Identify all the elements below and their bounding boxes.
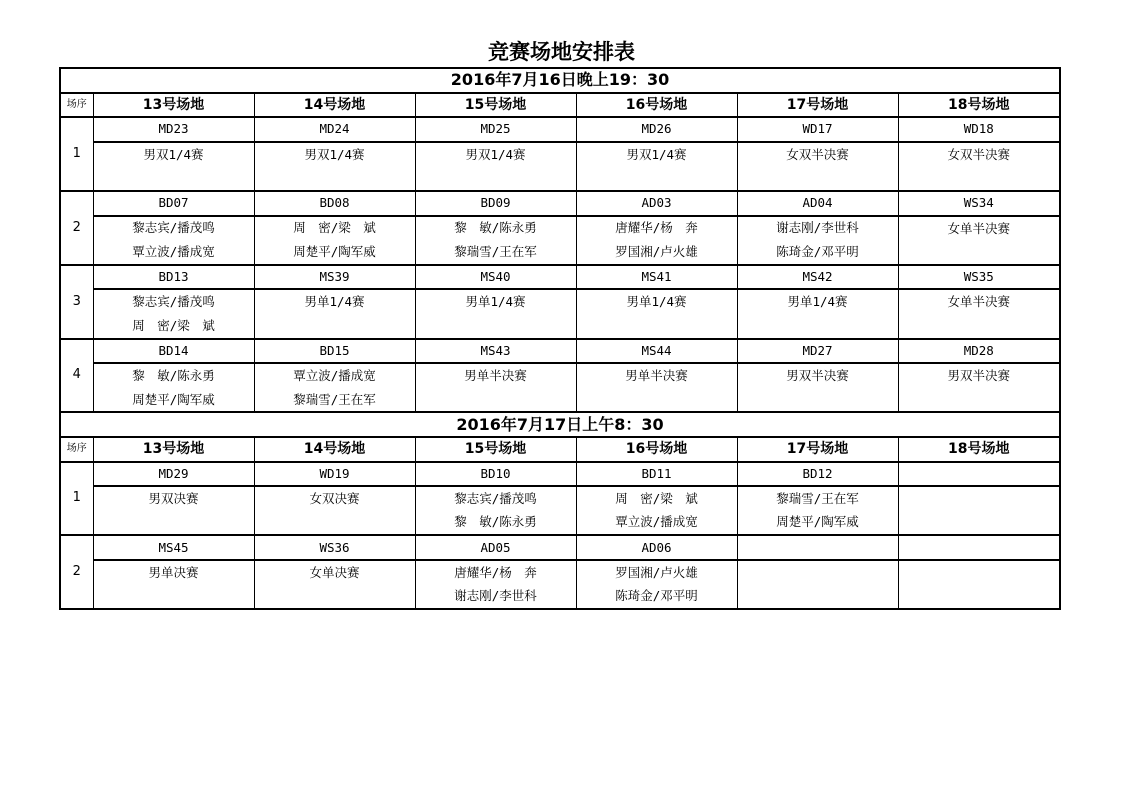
match-team: 周 密/梁 斌	[93, 314, 254, 339]
match-team: 黎 敏/陈永勇	[415, 511, 576, 536]
match-team: 黎志宾/播茂鸣	[415, 486, 576, 511]
round-code-row	[60, 535, 1060, 560]
order-column-label: 场序	[60, 93, 93, 118]
match-event: 女单决赛	[254, 560, 415, 609]
match-event: 女双半决赛	[898, 142, 1060, 191]
venue-header: 18号场地	[898, 437, 1060, 462]
match-code: WS35	[898, 265, 1060, 290]
round-code-row	[60, 462, 1060, 487]
round-order: 1	[60, 462, 93, 536]
match-code: AD05	[415, 535, 576, 560]
match-team: 唐耀华/杨 奔	[415, 560, 576, 585]
match-code: MD28	[898, 339, 1060, 364]
match-code: MS41	[576, 265, 737, 290]
match-event: 男单半决赛	[576, 363, 737, 412]
match-event	[898, 560, 1060, 609]
venue-header: 13号场地	[93, 437, 254, 462]
venue-header: 17号场地	[737, 437, 898, 462]
match-team: 周楚平/陶军威	[254, 240, 415, 265]
match-code: MS40	[415, 265, 576, 290]
match-code: BD13	[93, 265, 254, 290]
match-event	[737, 560, 898, 609]
match-event: 女双决赛	[254, 486, 415, 535]
venue-header: 18号场地	[898, 93, 1060, 118]
match-code: BD08	[254, 191, 415, 216]
match-team: 谢志刚/李世科	[737, 216, 898, 241]
match-code: MD27	[737, 339, 898, 364]
match-team: 罗国湘/卢火雄	[576, 560, 737, 585]
round-detail-row	[60, 486, 1060, 511]
match-code: BD09	[415, 191, 576, 216]
match-code: AD03	[576, 191, 737, 216]
round-code-row	[60, 117, 1060, 142]
match-code: BD12	[737, 462, 898, 487]
match-code: AD04	[737, 191, 898, 216]
match-code: WD17	[737, 117, 898, 142]
match-event: 男双半决赛	[737, 363, 898, 412]
match-code: MS39	[254, 265, 415, 290]
match-event: 女单半决赛	[898, 216, 1060, 265]
schedule-table	[59, 67, 1061, 610]
match-code: MD24	[254, 117, 415, 142]
match-code: MD29	[93, 462, 254, 487]
match-code: WS36	[254, 535, 415, 560]
match-team: 唐耀华/杨 奔	[576, 216, 737, 241]
match-team: 罗国湘/卢火雄	[576, 240, 737, 265]
match-code: BD10	[415, 462, 576, 487]
match-team: 覃立波/播成宽	[93, 240, 254, 265]
venue-header: 16号场地	[576, 93, 737, 118]
venue-header-row	[60, 93, 1060, 118]
match-team: 黎 敏/陈永勇	[415, 216, 576, 241]
session-header-row	[60, 412, 1060, 437]
match-code: MD25	[415, 117, 576, 142]
match-team: 黎瑞雪/王在军	[415, 240, 576, 265]
match-event: 男单半决赛	[415, 363, 576, 412]
match-code	[737, 535, 898, 560]
session-datetime: 2016年7月16日晚上19：30	[60, 68, 1060, 93]
venue-header-row	[60, 437, 1060, 462]
match-code	[898, 462, 1060, 487]
venue-header: 13号场地	[93, 93, 254, 118]
round-order: 4	[60, 339, 93, 413]
match-team: 黎志宾/播茂鸣	[93, 216, 254, 241]
match-team: 黎瑞雪/王在军	[737, 486, 898, 511]
match-event: 男双决赛	[93, 486, 254, 535]
match-code: AD06	[576, 535, 737, 560]
session-header-row	[60, 68, 1060, 93]
match-code: MS43	[415, 339, 576, 364]
match-team: 覃立波/播成宽	[576, 511, 737, 536]
match-code	[898, 535, 1060, 560]
round-code-row	[60, 265, 1060, 290]
match-event: 男双1/4赛	[93, 142, 254, 191]
round-detail-row	[60, 142, 1060, 167]
match-code: MS42	[737, 265, 898, 290]
match-team: 陈琦金/邓平明	[737, 240, 898, 265]
order-column-label: 场序	[60, 437, 93, 462]
venue-header: 15号场地	[415, 437, 576, 462]
round-detail-row	[60, 289, 1060, 314]
round-detail-row	[60, 216, 1060, 241]
match-code: BD14	[93, 339, 254, 364]
match-code: WD19	[254, 462, 415, 487]
match-team: 黎瑞雪/王在军	[254, 388, 415, 413]
match-event: 男双1/4赛	[415, 142, 576, 191]
round-order: 2	[60, 535, 93, 609]
match-team: 周楚平/陶军威	[737, 511, 898, 536]
round-code-row	[60, 339, 1060, 364]
match-event: 男双半决赛	[898, 363, 1060, 412]
venue-header: 16号场地	[576, 437, 737, 462]
match-event: 男单决赛	[93, 560, 254, 609]
match-team: 陈琦金/邓平明	[576, 584, 737, 609]
match-code: BD11	[576, 462, 737, 487]
venue-header: 17号场地	[737, 93, 898, 118]
match-event: 男双1/4赛	[576, 142, 737, 191]
match-event: 女双半决赛	[737, 142, 898, 191]
match-team: 谢志刚/李世科	[415, 584, 576, 609]
round-code-row	[60, 191, 1060, 216]
match-team: 周 密/梁 斌	[576, 486, 737, 511]
venue-header: 14号场地	[254, 93, 415, 118]
round-order: 3	[60, 265, 93, 339]
match-code: MD23	[93, 117, 254, 142]
venue-header: 15号场地	[415, 93, 576, 118]
match-event: 男双1/4赛	[254, 142, 415, 191]
match-team: 黎 敏/陈永勇	[93, 363, 254, 388]
match-code: BD15	[254, 339, 415, 364]
page-title: 竞赛场地安排表	[488, 40, 635, 64]
match-event: 男单1/4赛	[576, 289, 737, 338]
match-code: MS44	[576, 339, 737, 364]
match-code: WD18	[898, 117, 1060, 142]
match-code: MS45	[93, 535, 254, 560]
round-detail-row	[60, 363, 1060, 388]
session-datetime: 2016年7月17日上午8：30	[60, 412, 1060, 437]
venue-header: 14号场地	[254, 437, 415, 462]
match-team: 周 密/梁 斌	[254, 216, 415, 241]
match-team: 周楚平/陶军威	[93, 388, 254, 413]
match-code: WS34	[898, 191, 1060, 216]
match-code: MD26	[576, 117, 737, 142]
match-event: 男单1/4赛	[737, 289, 898, 338]
match-code: BD07	[93, 191, 254, 216]
match-team: 覃立波/播成宽	[254, 363, 415, 388]
match-event	[898, 486, 1060, 535]
match-event: 男单1/4赛	[254, 289, 415, 338]
round-order: 1	[60, 117, 93, 191]
round-detail-row	[60, 560, 1060, 585]
round-order: 2	[60, 191, 93, 265]
match-team: 黎志宾/播茂鸣	[93, 289, 254, 314]
match-event: 男单1/4赛	[415, 289, 576, 338]
match-event: 女单半决赛	[898, 289, 1060, 338]
